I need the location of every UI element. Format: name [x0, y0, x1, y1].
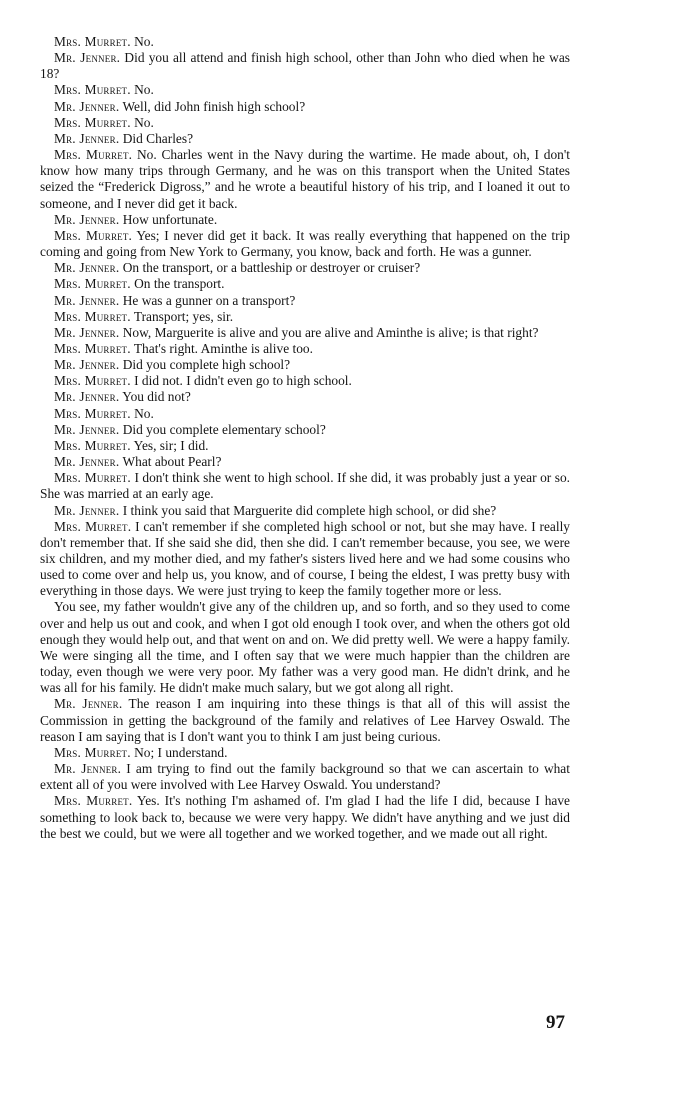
testimony-paragraph	[40, 373, 570, 389]
paragraph-text: On the transport.	[134, 276, 225, 292]
speaker-label: Mr. Jenner.	[54, 357, 120, 373]
speaker-label: Mrs. Murret.	[54, 340, 131, 356]
testimony-paragraph	[40, 82, 570, 98]
paragraph-text: Now, Marguerite is alive and you are alive and Aminthe is alive; is that right?	[122, 324, 539, 340]
paragraph-text: I don't think she went to high school. If she did, it was probably just a year or so. She was married at an early age.	[40, 470, 570, 502]
testimony-paragraph	[40, 599, 570, 696]
speaker-label: Mr. Jenner.	[54, 454, 120, 470]
speaker-label: Mrs. Murret.	[54, 470, 131, 486]
testimony-paragraph	[40, 389, 570, 405]
testimony-paragraph	[40, 34, 570, 50]
testimony-paragraph	[40, 696, 570, 744]
testimony-paragraph	[40, 503, 570, 519]
speaker-label: Mr. Jenner.	[54, 98, 120, 114]
speaker-label: Mr. Jenner.	[54, 211, 120, 227]
paragraph-text: I did not. I didn't even go to high school.	[134, 373, 352, 389]
paragraph-text: No.	[134, 114, 154, 130]
testimony-paragraph	[40, 519, 570, 600]
paragraph-text: How unfortunate.	[122, 211, 218, 227]
testimony-text-block	[40, 34, 570, 842]
paragraph-text: Yes. It's nothing I'm ashamed of. I'm glad I had the life I did, because I have something to look back to, because we were very happy. We didn't have anything and we just did the best we could, but we were all together and we worked together, and we made out all right.	[40, 793, 570, 841]
paragraph-text: You see, my father wouldn't give any of the children up, and so forth, and so they used to come over and help us out and cook, and when I got old enough I took over, and when the others got old enough they would help out, and that went on and on. We did pretty well. We were a happy family. We were singing all the time, and I often say that we were much happier than the children are today, even though we were very poor. My father was a very good man. He didn't drink, and he was all for his family. He didn't make much salary, but we got along all right.	[40, 599, 570, 696]
speaker-label: Mr. Jenner.	[54, 389, 120, 405]
testimony-paragraph	[40, 470, 570, 502]
paragraph-text: No. Charles went in the Navy during the wartime. He made about, oh, I don't know how many trips through Germany, and he was on this transport when the United States seized the “Frederick Digross,” and he wrote a beautiful history of his trip, and I loaned it out to someone, and I never did get it back.	[40, 147, 570, 211]
speaker-label: Mr. Jenner.	[54, 421, 120, 437]
speaker-label: Mrs. Murret.	[54, 405, 131, 421]
speaker-label: Mrs. Murret.	[54, 308, 131, 324]
speaker-label: Mrs. Murret.	[54, 793, 133, 809]
paragraph-text: No; I understand.	[134, 744, 228, 760]
speaker-label: Mrs. Murret.	[54, 437, 131, 453]
speaker-label: Mr. Jenner.	[54, 761, 122, 777]
paragraph-text: Transport; yes, sir.	[133, 308, 234, 324]
speaker-label: Mrs. Murret.	[54, 518, 132, 534]
testimony-paragraph	[40, 293, 570, 309]
paragraph-text: That's right. Aminthe is alive too.	[133, 340, 313, 356]
page-number: 97	[546, 1012, 565, 1033]
paragraph-text: He was a gunner on a transport?	[122, 292, 296, 308]
speaker-label: Mr. Jenner.	[54, 324, 120, 340]
testimony-paragraph	[40, 228, 570, 260]
speaker-label: Mrs. Murret.	[54, 82, 131, 98]
speaker-label: Mr. Jenner.	[54, 260, 120, 276]
testimony-paragraph	[40, 325, 570, 341]
speaker-label: Mrs. Murret.	[54, 373, 131, 389]
speaker-label: Mr. Jenner.	[54, 130, 120, 146]
testimony-paragraph	[40, 212, 570, 228]
speaker-label: Mr. Jenner.	[54, 50, 121, 66]
testimony-paragraph	[40, 793, 570, 841]
testimony-paragraph	[40, 276, 570, 292]
testimony-paragraph	[40, 131, 570, 147]
testimony-paragraph	[40, 761, 570, 793]
paragraph-text: No.	[134, 82, 154, 98]
speaker-label: Mrs. Murret.	[54, 34, 131, 49]
speaker-label: Mrs. Murret.	[54, 744, 131, 760]
testimony-paragraph	[40, 115, 570, 131]
testimony-paragraph	[40, 99, 570, 115]
speaker-label: Mr. Jenner.	[54, 292, 120, 308]
speaker-label: Mrs. Murret.	[54, 227, 133, 243]
testimony-paragraph	[40, 745, 570, 761]
speaker-label: Mr. Jenner.	[54, 502, 120, 518]
testimony-paragraph	[40, 341, 570, 357]
testimony-paragraph	[40, 260, 570, 276]
paragraph-text: Yes, sir; I did.	[133, 437, 209, 453]
testimony-paragraph	[40, 422, 570, 438]
testimony-paragraph	[40, 309, 570, 325]
paragraph-text: No.	[134, 405, 154, 421]
paragraph-text: I can't remember if she completed high school or not, but she may have. I really don't remember that. If she said she did, then she did. I can't remember because, you see, we were six children, and my mother died, and my father's sisters lived here and we had some cousins who used to come over and help us, you know, and of course, I being the eldest, I was pretty busy with everything in those days. We were just trying to keep the family together more or less.	[40, 518, 570, 599]
paragraph-text: Did you all attend and finish high school, other than John who died when he was 18?	[40, 50, 570, 82]
paragraph-text: Did you complete high school?	[122, 357, 291, 373]
speaker-label: Mrs. Murret.	[54, 147, 133, 163]
paragraph-text: What about Pearl?	[122, 454, 222, 470]
speaker-label: Mrs. Murret.	[54, 114, 131, 130]
paragraph-text: I think you said that Marguerite did complete high school, or did she?	[122, 502, 497, 518]
paragraph-text: On the transport, or a battleship or destroyer or cruiser?	[122, 260, 421, 276]
testimony-paragraph	[40, 438, 570, 454]
testimony-paragraph	[40, 147, 570, 212]
paragraph-text: No.	[134, 34, 154, 49]
speaker-label: Mrs. Murret.	[54, 276, 131, 292]
testimony-paragraph	[40, 357, 570, 373]
paragraph-text: The reason I am inquiring into these things is that all of this will assist the Commission in getting the background of the family and relatives of Lee Harvey Oswald. The reason I am saying that is I don't want you to think I am just being curious.	[40, 696, 570, 744]
paragraph-text: Did you complete elementary school?	[122, 421, 326, 437]
testimony-paragraph	[40, 406, 570, 422]
speaker-label: Mr. Jenner.	[54, 696, 123, 712]
testimony-paragraph	[40, 50, 570, 82]
paragraph-text: You did not?	[122, 389, 191, 405]
paragraph-text: I am trying to find out the family background so that we can ascertain to what extent all of you were involved with Lee Harvey Oswald. You understand?	[40, 761, 570, 793]
paragraph-text: Yes; I never did get it back. It was really everything that happened on the trip coming and going from New York to Germany, you know, back and forth. He was a gunner.	[40, 227, 571, 260]
paragraph-text: Did Charles?	[122, 130, 194, 146]
paragraph-text: Well, did John finish high school?	[122, 98, 306, 114]
testimony-paragraph	[40, 454, 570, 470]
